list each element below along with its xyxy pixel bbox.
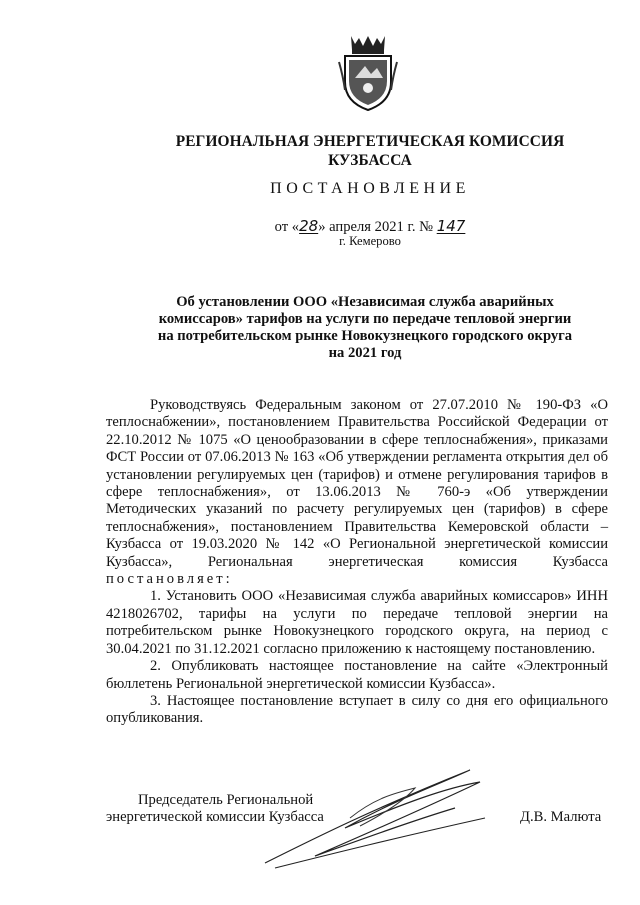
commission-line-1: РЕГИОНАЛЬНАЯ ЭНЕРГЕТИЧЕСКАЯ КОМИССИЯ	[175, 133, 565, 150]
decree-number: 147	[436, 217, 466, 235]
subject-line-2: комиссаров» тарифов на услуги по передаче тепловой энергии	[158, 311, 572, 327]
resolves-word: постановляет:	[106, 571, 233, 588]
subject-line-4: на 2021 год	[328, 345, 402, 361]
preamble-paragraph	[106, 397, 608, 588]
signatory-name: Д.В. Малюта	[520, 809, 602, 825]
date-day: 28	[299, 217, 319, 235]
city: г. Кемерово	[339, 234, 401, 248]
role-line-1: Председатель Региональной	[138, 792, 314, 808]
subject-line-3: на потребительском рынке Новокузнецкого городского округа	[157, 328, 573, 344]
decree-body	[106, 397, 608, 728]
subject-line-1: Об установлении ООО «Независимая служба аварийных	[176, 294, 554, 310]
date-middle: » апреля 2021 г. №	[318, 219, 434, 235]
handwritten-signature-icon	[255, 758, 495, 878]
commission-line-2: КУЗБАССА	[328, 152, 412, 169]
coat-of-arms-icon	[337, 32, 399, 112]
decree-subject	[135, 294, 595, 362]
item-1: 1. Установить ООО «Независимая служба аварийных комиссаров» ИНН 4218026702, тарифы на услуги по передаче тепловой энергии на потребительском рынке Новокузнецкого городского округа, на период с 30.04.2021 по 31.12.2021 согласно приложению к настоящему постановлению.	[106, 588, 608, 657]
decree-heading: ПОСТАНОВЛЕНИЕ	[270, 180, 470, 197]
commission-title	[150, 132, 590, 170]
item-2: 2. Опубликовать настоящее постановление на сайте «Электронный бюллетень Региональной энергетической комиссии Кузбасса».	[106, 658, 608, 692]
preamble-text: Руководствуясь Федеральным законом от 27.07.2010 № 190-ФЗ «О теплоснабжении», постановлением Правительства Российской Федерации от 22.10.2012 № 1075 «О ценообразовании в сфере теплоснабжения», приказами ФСТ России от 07.06.2013 № 163 «Об утверждении регламента открытия дел об установлении регулируемых цен (тарифов) и отмене регулирования тарифов в сфере теплоснабжения», от 13.06.2013 № 760-э «Об утверждении Методических указаний по расчету регулируемых цен (тарифов) в сфере теплоснабжения», постановлением Правительства Кемеровской области – Кузбасса от 19.03.2020 № 142 «О Региональной энергетической комиссии Кузбасса», Региональная энергетическая комиссия Кузбасса	[106, 397, 608, 570]
date-prefix: от «	[274, 219, 300, 235]
item-3: 3. Настоящее постановление вступает в силу со дня его официального опубликования.	[106, 692, 608, 727]
role-line-2: энергетической комиссии Кузбасса	[106, 809, 324, 826]
